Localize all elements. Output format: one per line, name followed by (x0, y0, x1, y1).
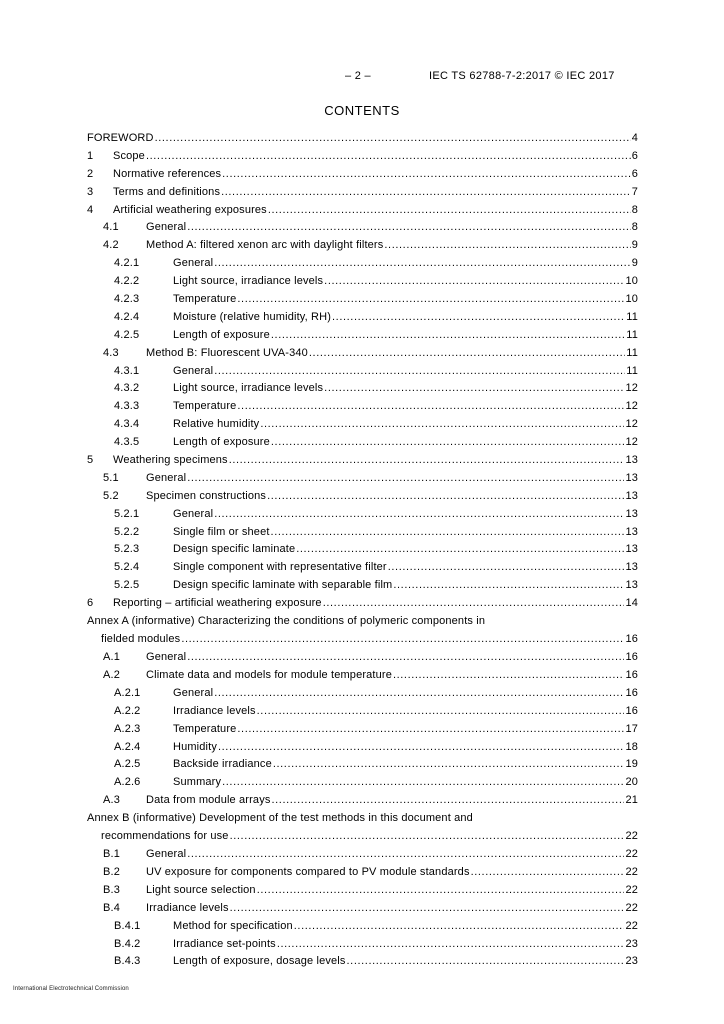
toc-entry-number: B.4.3 (114, 955, 141, 968)
toc-entry-number: 4.3.2 (114, 382, 140, 395)
toc-entry[interactable] (87, 524, 638, 542)
toc-entry-label: Temperature (173, 293, 237, 306)
dot-leader (230, 828, 625, 846)
dot-leader (384, 237, 630, 255)
dot-leader (187, 846, 624, 864)
toc-entry-number: 6 (87, 597, 94, 610)
toc-entry[interactable] (87, 595, 638, 613)
toc-entry-label: General (173, 257, 214, 270)
toc-entry-number: 1 (87, 149, 94, 162)
toc-entry-number: B.4.2 (114, 937, 141, 950)
toc-entry-page: 23 (625, 955, 638, 968)
dot-leader (271, 524, 625, 542)
toc-entry-number: 4.2.1 (114, 257, 140, 270)
dot-leader (222, 774, 624, 792)
toc-entry[interactable] (87, 470, 638, 488)
dot-leader (257, 703, 625, 721)
toc-entry[interactable] (87, 255, 638, 273)
toc-entry-number: 5.2.3 (114, 543, 140, 556)
toc-entry-number: 4 (87, 203, 94, 216)
toc-entry-page: 9 (631, 257, 638, 270)
toc-entry-label: Specimen constructions (146, 489, 267, 502)
toc-entry-label: General (146, 221, 187, 234)
toc-entry-label: Length of exposure (173, 436, 270, 449)
toc-entry-number: 5.1 (103, 471, 119, 484)
toc-entry-number: 2 (87, 167, 94, 180)
toc-entry-number: A.2.4 (114, 740, 141, 753)
toc-entry[interactable] (87, 703, 638, 721)
toc-entry-label: Climate data and models for module temperature (146, 668, 392, 681)
dot-leader (187, 649, 624, 667)
dot-leader (471, 864, 625, 882)
toc-entry-page: 10 (625, 293, 638, 306)
dot-leader (324, 380, 624, 398)
toc-entry-label: Artificial weathering exposures (113, 203, 267, 216)
standard-reference: IEC TS 62788-7-2:2017 © IEC 2017 (429, 70, 615, 82)
toc-entry-label: Humidity (173, 740, 217, 753)
toc-entry[interactable] (87, 882, 638, 900)
dot-leader (218, 739, 624, 757)
toc-entry-label: Light source selection (146, 883, 256, 896)
toc-entry[interactable] (87, 327, 638, 345)
dot-leader (296, 541, 624, 559)
toc-annex-heading[interactable] (87, 810, 638, 846)
toc-entry-page: 13 (625, 579, 638, 592)
toc-entry-page: 12 (625, 382, 638, 395)
page-header (345, 70, 645, 86)
toc-entry-number: 4.2.2 (114, 275, 140, 288)
toc-entry-label: Design specific laminate (173, 543, 296, 556)
toc-entry-label: Data from module arrays (146, 794, 271, 807)
toc-entry-label: General (146, 471, 187, 484)
toc-entry-number: B.1 (103, 848, 120, 861)
toc-entry-label: Terms and definitions (113, 185, 221, 198)
toc-entry-page: 22 (625, 883, 638, 896)
toc-entry[interactable] (87, 219, 638, 237)
publisher-footer: International Electrotechnical Commission (13, 986, 129, 992)
toc-entry-page: 22 (625, 919, 638, 932)
toc-entry-label: Single film or sheet (173, 525, 270, 538)
toc-entry[interactable] (87, 792, 638, 810)
toc-entry-number: A.2.2 (114, 704, 141, 717)
toc-entry-label: General (146, 848, 187, 861)
dot-leader (155, 130, 631, 148)
toc-entry[interactable] (87, 237, 638, 255)
dot-leader (267, 488, 624, 506)
toc-entry-label: Temperature (173, 722, 237, 735)
toc-entry-page: 13 (625, 561, 638, 574)
toc-entry-page: 20 (625, 776, 638, 789)
toc-entry-page: 13 (625, 543, 638, 556)
toc-entry[interactable] (87, 936, 638, 954)
toc-entry-label: Light source, irradiance levels (173, 382, 324, 395)
toc-entry-page: 7 (631, 185, 638, 198)
toc-entry-label: Method B: Fluorescent UVA-340 (146, 346, 308, 359)
toc-entry-label: Moisture (relative humidity, RH) (173, 310, 332, 323)
toc-entry[interactable] (87, 398, 638, 416)
annex-title-line2: fielded modules (101, 632, 181, 645)
toc-entry-page: 6 (631, 167, 638, 180)
toc-entry[interactable] (87, 739, 638, 757)
toc-entry[interactable] (87, 559, 638, 577)
toc-entry-number: 4.1 (103, 221, 119, 234)
dot-leader (187, 219, 631, 237)
toc-entry-number: 4.3.3 (114, 400, 140, 413)
annex-page: 22 (625, 829, 638, 842)
toc-entry-number: 4.3 (103, 346, 119, 359)
toc-entry[interactable] (87, 202, 638, 220)
dot-leader (214, 363, 625, 381)
toc-entry[interactable] (87, 166, 638, 184)
toc-entry[interactable] (87, 363, 638, 381)
toc-entry-number: 4.2 (103, 239, 119, 252)
toc-entry[interactable] (87, 541, 638, 559)
toc-entry-number: 5.2.2 (114, 525, 140, 538)
dot-leader (237, 291, 624, 309)
toc-entry[interactable] (87, 649, 638, 667)
toc-entry-page: 14 (625, 597, 638, 610)
toc-entry-label: General (173, 364, 214, 377)
toc-entry-page: 16 (625, 651, 638, 664)
toc-entry-number: B.3 (103, 883, 120, 896)
toc-entry[interactable] (87, 452, 638, 470)
toc-entry-number: 3 (87, 185, 94, 198)
toc-entry-page: 4 (631, 132, 638, 144)
dot-leader (230, 900, 625, 918)
toc-entry-page: 23 (625, 937, 638, 950)
toc-entry-label: Normative references (113, 167, 222, 180)
toc-entry-label: General (173, 686, 214, 699)
toc-entry[interactable] (87, 273, 638, 291)
toc-entry-label: Method A: filtered xenon arc with daylight filters (146, 239, 384, 252)
dot-leader (268, 202, 631, 220)
toc-entry-number: A.2.1 (114, 686, 141, 699)
annex-page: 16 (625, 632, 638, 645)
toc-entry-label: Reporting – artificial weathering exposure (113, 597, 322, 610)
toc-entry-page: 22 (625, 848, 638, 861)
dot-leader (181, 631, 624, 649)
toc-entry[interactable] (87, 721, 638, 739)
toc-entry-page: 6 (631, 149, 638, 162)
toc-entry-page: 16 (625, 686, 638, 699)
toc-entry[interactable] (87, 953, 638, 971)
toc-entry-label: General (173, 507, 214, 520)
toc-entry[interactable] (87, 846, 638, 864)
toc-entry-label: Weathering specimens (113, 454, 228, 467)
dot-leader (324, 273, 624, 291)
toc-entry-label: Irradiance set-points (173, 937, 276, 950)
toc-entry-page: 21 (625, 794, 638, 807)
toc-entry-page: 12 (625, 400, 638, 413)
annex-title-line1: Annex A (informative) Characterizing the conditions of polymeric components in (87, 615, 486, 628)
toc-entry-number: 5.2 (103, 489, 119, 502)
toc-entry-number: 5.2.5 (114, 579, 140, 592)
toc-entry-page: 13 (625, 525, 638, 538)
toc-entry-page: 13 (625, 507, 638, 520)
toc-entry[interactable] (87, 291, 638, 309)
dot-leader (388, 559, 625, 577)
toc-entry[interactable] (87, 506, 638, 524)
toc-entry-page: 10 (625, 275, 638, 288)
dot-leader (332, 309, 625, 327)
toc-entry-page: 18 (625, 740, 638, 753)
toc-entry-label: General (146, 651, 187, 664)
toc-annex-heading[interactable] (87, 613, 638, 649)
toc-entry[interactable] (87, 345, 638, 363)
toc-entry-label: Single component with representative filter (173, 561, 387, 574)
dot-leader (272, 792, 625, 810)
toc-entry-label: Relative humidity (173, 418, 260, 431)
toc-entry-number: 4.2.5 (114, 328, 140, 341)
toc-entry-number: 4.3.5 (114, 436, 140, 449)
toc-entry-number: B.4.1 (114, 919, 141, 932)
page-title: CONTENTS (324, 103, 400, 118)
toc-entry-label: UV exposure for components compared to PV module standards (146, 865, 470, 878)
toc-entry[interactable] (87, 434, 638, 452)
toc-entry-page: 8 (631, 221, 638, 234)
toc-entry[interactable] (87, 685, 638, 703)
dot-leader (214, 255, 631, 273)
toc-entry[interactable] (87, 380, 638, 398)
toc-entry-number: A.2.3 (114, 722, 141, 735)
toc-entry-number: 4.3.4 (114, 418, 140, 431)
dot-leader (271, 434, 625, 452)
toc-entry-page: 17 (625, 722, 638, 735)
toc-entry-label: Length of exposure (173, 328, 270, 341)
toc-entry-page: 11 (626, 364, 638, 377)
annex-title-line2: recommendations for use (101, 829, 229, 842)
dot-leader (146, 148, 631, 166)
toc-entry[interactable] (87, 900, 638, 918)
toc-entry[interactable] (87, 756, 638, 774)
toc-entry-number: B.2 (103, 865, 120, 878)
toc-entry-label: Design specific laminate with separable film (173, 579, 393, 592)
dot-leader (257, 882, 625, 900)
toc-entry[interactable] (87, 577, 638, 595)
toc-entry-label: Irradiance levels (146, 901, 229, 914)
toc-entry-page: 8 (631, 203, 638, 216)
toc-entry-number: A.1 (103, 651, 120, 664)
toc-entry[interactable] (87, 148, 638, 166)
dot-leader (229, 452, 625, 470)
table-of-contents (87, 130, 638, 971)
toc-entry-number: A.2.6 (114, 776, 141, 789)
toc-entry-page: 11 (626, 310, 638, 323)
dot-leader (323, 595, 625, 613)
toc-entry-number: 4.3.1 (114, 364, 140, 377)
dot-leader (294, 918, 625, 936)
toc-entry-label: Scope (113, 149, 145, 162)
dot-leader (260, 416, 624, 434)
toc-entry-label: FOREWORD (87, 132, 154, 144)
toc-entry-number: A.2 (103, 668, 120, 681)
page-number: – 2 – (345, 70, 371, 82)
dot-leader (271, 327, 625, 345)
toc-entry[interactable] (87, 774, 638, 792)
toc-entry[interactable] (87, 918, 638, 936)
toc-entry[interactable] (87, 130, 638, 148)
toc-entry-page: 16 (625, 668, 638, 681)
toc-entry-label: Irradiance levels (173, 704, 256, 717)
dot-leader (309, 345, 625, 363)
toc-entry-page: 13 (625, 454, 638, 467)
dot-leader (237, 721, 624, 739)
toc-entry-label: Light source, irradiance levels (173, 275, 324, 288)
toc-entry[interactable] (87, 309, 638, 327)
toc-entry-page: 12 (625, 418, 638, 431)
toc-entry-page: 13 (625, 471, 638, 484)
dot-leader (347, 953, 625, 971)
toc-entry-page: 19 (625, 758, 638, 771)
dot-leader (214, 685, 624, 703)
toc-entry-page: 22 (625, 865, 638, 878)
toc-entry-number: B.4 (103, 901, 120, 914)
dot-leader (277, 936, 625, 954)
toc-entry[interactable] (87, 864, 638, 882)
toc-entry-page: 11 (626, 328, 638, 341)
annex-title-line1: Annex B (informative) Development of the test methods in this document and (87, 812, 473, 825)
toc-entry-label: Summary (173, 776, 222, 789)
dot-leader (214, 506, 624, 524)
toc-entry-number: 5.2.1 (114, 507, 140, 520)
toc-entry-label: Temperature (173, 400, 237, 413)
toc-entry[interactable] (87, 416, 638, 434)
dot-leader (393, 667, 624, 685)
toc-entry[interactable] (87, 184, 638, 202)
toc-entry-number: 4.2.3 (114, 293, 140, 306)
dot-leader (221, 184, 631, 202)
dot-leader (187, 470, 624, 488)
toc-entry-label: Length of exposure, dosage levels (173, 955, 346, 968)
toc-entry-page: 11 (626, 346, 638, 359)
dot-leader (237, 398, 624, 416)
toc-entry-number: A.2.5 (114, 758, 141, 771)
toc-entry-page: 12 (625, 436, 638, 449)
toc-entry-number: 4.2.4 (114, 310, 140, 323)
toc-entry-page: 9 (631, 239, 638, 252)
dot-leader (273, 756, 625, 774)
dot-leader (222, 166, 631, 184)
toc-entry-page: 16 (625, 704, 638, 717)
toc-entry-number: 5 (87, 454, 94, 467)
toc-entry-label: Method for specification (173, 919, 293, 932)
toc-entry[interactable] (87, 488, 638, 506)
toc-entry[interactable] (87, 667, 638, 685)
toc-entry-page: 13 (625, 489, 638, 502)
toc-entry-label: Backside irradiance (173, 758, 272, 771)
toc-entry-number: 5.2.4 (114, 561, 140, 574)
dot-leader (393, 577, 624, 595)
toc-entry-number: A.3 (103, 794, 120, 807)
toc-entry-page: 22 (625, 901, 638, 914)
